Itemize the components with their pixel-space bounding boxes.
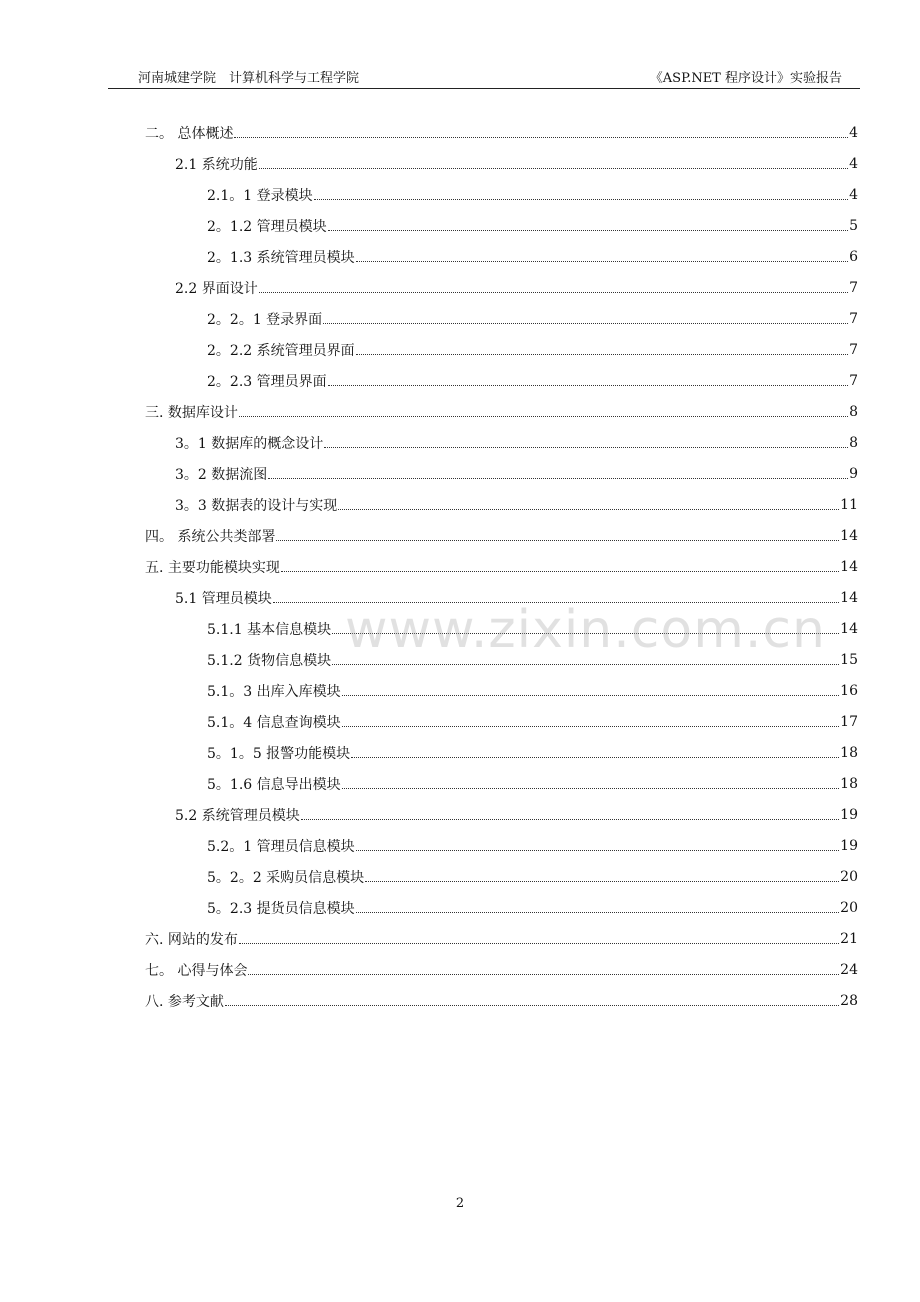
toc-entry-label: 5.1。3 出库入库模块: [207, 683, 341, 700]
toc-entry-page: 8: [849, 434, 858, 451]
toc-entry[interactable]: [0, 365, 920, 396]
table-of-contents: [0, 117, 920, 1016]
toc-leader-dots: [248, 974, 839, 975]
toc-entry-page: 20: [840, 868, 858, 885]
toc-leader-dots: [276, 540, 839, 541]
toc-entry-page: 14: [840, 558, 858, 575]
toc-entry-page: 24: [840, 961, 858, 978]
toc-entry-page: 4: [849, 155, 858, 172]
toc-leader-dots: [351, 757, 839, 758]
toc-entry-page: 16: [840, 682, 858, 699]
toc-entry-page: 7: [849, 279, 858, 296]
toc-entry[interactable]: [0, 334, 920, 365]
toc-entry[interactable]: [0, 117, 920, 148]
toc-entry-label: 2.1 系统功能: [175, 156, 258, 173]
toc-entry[interactable]: [0, 551, 920, 582]
toc-entry-label: 3。2 数据流图: [175, 466, 268, 483]
toc-entry-page: 14: [840, 527, 858, 544]
toc-entry-label: 2。1.3 系统管理员模块: [207, 249, 355, 266]
toc-entry-page: 5: [849, 217, 858, 234]
toc-entry-page: 19: [840, 806, 858, 823]
toc-leader-dots: [356, 850, 840, 851]
toc-entry-label: 2。2。1 登录界面: [207, 311, 323, 328]
toc-leader-dots: [239, 943, 839, 944]
toc-entry[interactable]: [0, 892, 920, 923]
toc-entry-label: 5.1 管理员模块: [175, 590, 272, 607]
toc-entry-label: 3。3 数据表的设计与实现: [175, 497, 338, 514]
toc-leader-dots: [342, 726, 840, 727]
toc-entry-label: 三. 数据库设计: [145, 404, 238, 421]
toc-leader-dots: [314, 199, 848, 200]
watermark: www.zixin.com.cn: [345, 600, 826, 660]
toc-entry[interactable]: [0, 210, 920, 241]
toc-leader-dots: [239, 416, 848, 417]
toc-entry-page: 4: [849, 186, 858, 203]
toc-entry[interactable]: [0, 830, 920, 861]
toc-entry-page: 15: [840, 651, 858, 668]
toc-entry-page: 11: [840, 496, 858, 513]
toc-entry-label: 5.1。4 信息查询模块: [207, 714, 341, 731]
toc-entry[interactable]: [0, 396, 920, 427]
toc-entry-label: 2。2.3 管理员界面: [207, 373, 327, 390]
toc-leader-dots: [356, 261, 848, 262]
toc-entry[interactable]: [0, 675, 920, 706]
toc-leader-dots: [324, 447, 848, 448]
toc-entry[interactable]: [0, 799, 920, 830]
toc-entry[interactable]: [0, 272, 920, 303]
toc-leader-dots: [342, 788, 840, 789]
toc-entry-page: 18: [840, 775, 858, 792]
toc-entry-page: 6: [849, 248, 858, 265]
toc-entry-page: 18: [840, 744, 858, 761]
toc-entry-label: 5。2.3 提货员信息模块: [207, 900, 355, 917]
toc-leader-dots: [234, 137, 848, 138]
toc-entry[interactable]: [0, 148, 920, 179]
toc-entry-label: 四。 系统公共类部署: [145, 528, 276, 545]
toc-entry[interactable]: [0, 923, 920, 954]
toc-leader-dots: [268, 478, 848, 479]
toc-entry-label: 2.1。1 登录模块: [207, 187, 313, 204]
toc-leader-dots: [328, 230, 848, 231]
toc-entry[interactable]: [0, 427, 920, 458]
toc-entry-label: 2.2 界面设计: [175, 280, 258, 297]
toc-leader-dots: [323, 323, 848, 324]
toc-entry-label: 5。1。5 报警功能模块: [207, 745, 351, 762]
toc-entry[interactable]: [0, 861, 920, 892]
toc-entry-label: 5.2。1 管理员信息模块: [207, 838, 355, 855]
toc-entry[interactable]: [0, 768, 920, 799]
toc-entry[interactable]: [0, 985, 920, 1016]
toc-entry-label: 五. 主要功能模块实现: [145, 559, 280, 576]
toc-entry-label: 5.1.2 货物信息模块: [207, 652, 332, 669]
toc-entry[interactable]: [0, 303, 920, 334]
toc-entry-page: 14: [840, 620, 858, 637]
page-header: [108, 64, 860, 89]
toc-entry-page: 9: [849, 465, 858, 482]
toc-entry[interactable]: [0, 706, 920, 737]
toc-entry-page: 21: [840, 930, 858, 947]
toc-entry-label: 5.1.1 基本信息模块: [207, 621, 332, 638]
toc-entry-page: 19: [840, 837, 858, 854]
toc-entry-label: 二。 总体概述: [145, 125, 234, 142]
toc-entry-label: 八. 参考文献: [145, 993, 224, 1010]
header-institution: 河南城建学院 计算机科学与工程学院: [138, 71, 360, 86]
toc-entry[interactable]: [0, 737, 920, 768]
toc-entry-page: 7: [849, 372, 858, 389]
header-report-title: 《ASP.NET 程序设计》实验报告: [649, 71, 842, 86]
toc-entry-page: 7: [849, 310, 858, 327]
toc-entry-label: 2。1.2 管理员模块: [207, 218, 327, 235]
toc-leader-dots: [342, 695, 840, 696]
toc-leader-dots: [301, 819, 839, 820]
toc-entry-page: 8: [849, 403, 858, 420]
toc-leader-dots: [356, 354, 848, 355]
toc-leader-dots: [328, 385, 848, 386]
toc-entry-page: 4: [849, 124, 858, 141]
toc-entry-page: 14: [840, 589, 858, 606]
toc-entry[interactable]: [0, 458, 920, 489]
toc-leader-dots: [281, 571, 839, 572]
toc-entry[interactable]: [0, 520, 920, 551]
toc-entry-page: 20: [840, 899, 858, 916]
toc-entry[interactable]: [0, 241, 920, 272]
page-number: 2: [455, 1196, 465, 1211]
toc-entry-label: 5.2 系统管理员模块: [175, 807, 300, 824]
toc-entry-label: 2。2.2 系统管理员界面: [207, 342, 355, 359]
toc-entry-page: 17: [840, 713, 858, 730]
toc-entry-label: 5。2。2 采购员信息模块: [207, 869, 365, 886]
toc-leader-dots: [365, 881, 839, 882]
toc-entry-label: 5。1.6 信息导出模块: [207, 776, 341, 793]
toc-leader-dots: [338, 509, 839, 510]
toc-leader-dots: [332, 664, 839, 665]
toc-leader-dots: [225, 1005, 839, 1006]
toc-entry-label: 3。1 数据库的概念设计: [175, 435, 324, 452]
toc-leader-dots: [259, 168, 848, 169]
toc-leader-dots: [259, 292, 848, 293]
toc-entry[interactable]: [0, 489, 920, 520]
toc-entry[interactable]: [0, 179, 920, 210]
toc-entry-label: 七。 心得与体会: [145, 962, 248, 979]
toc-entry-page: 28: [840, 992, 858, 1009]
toc-entry[interactable]: [0, 954, 920, 985]
toc-entry-page: 7: [849, 341, 858, 358]
toc-leader-dots: [356, 912, 840, 913]
toc-entry-label: 六. 网站的发布: [145, 931, 238, 948]
